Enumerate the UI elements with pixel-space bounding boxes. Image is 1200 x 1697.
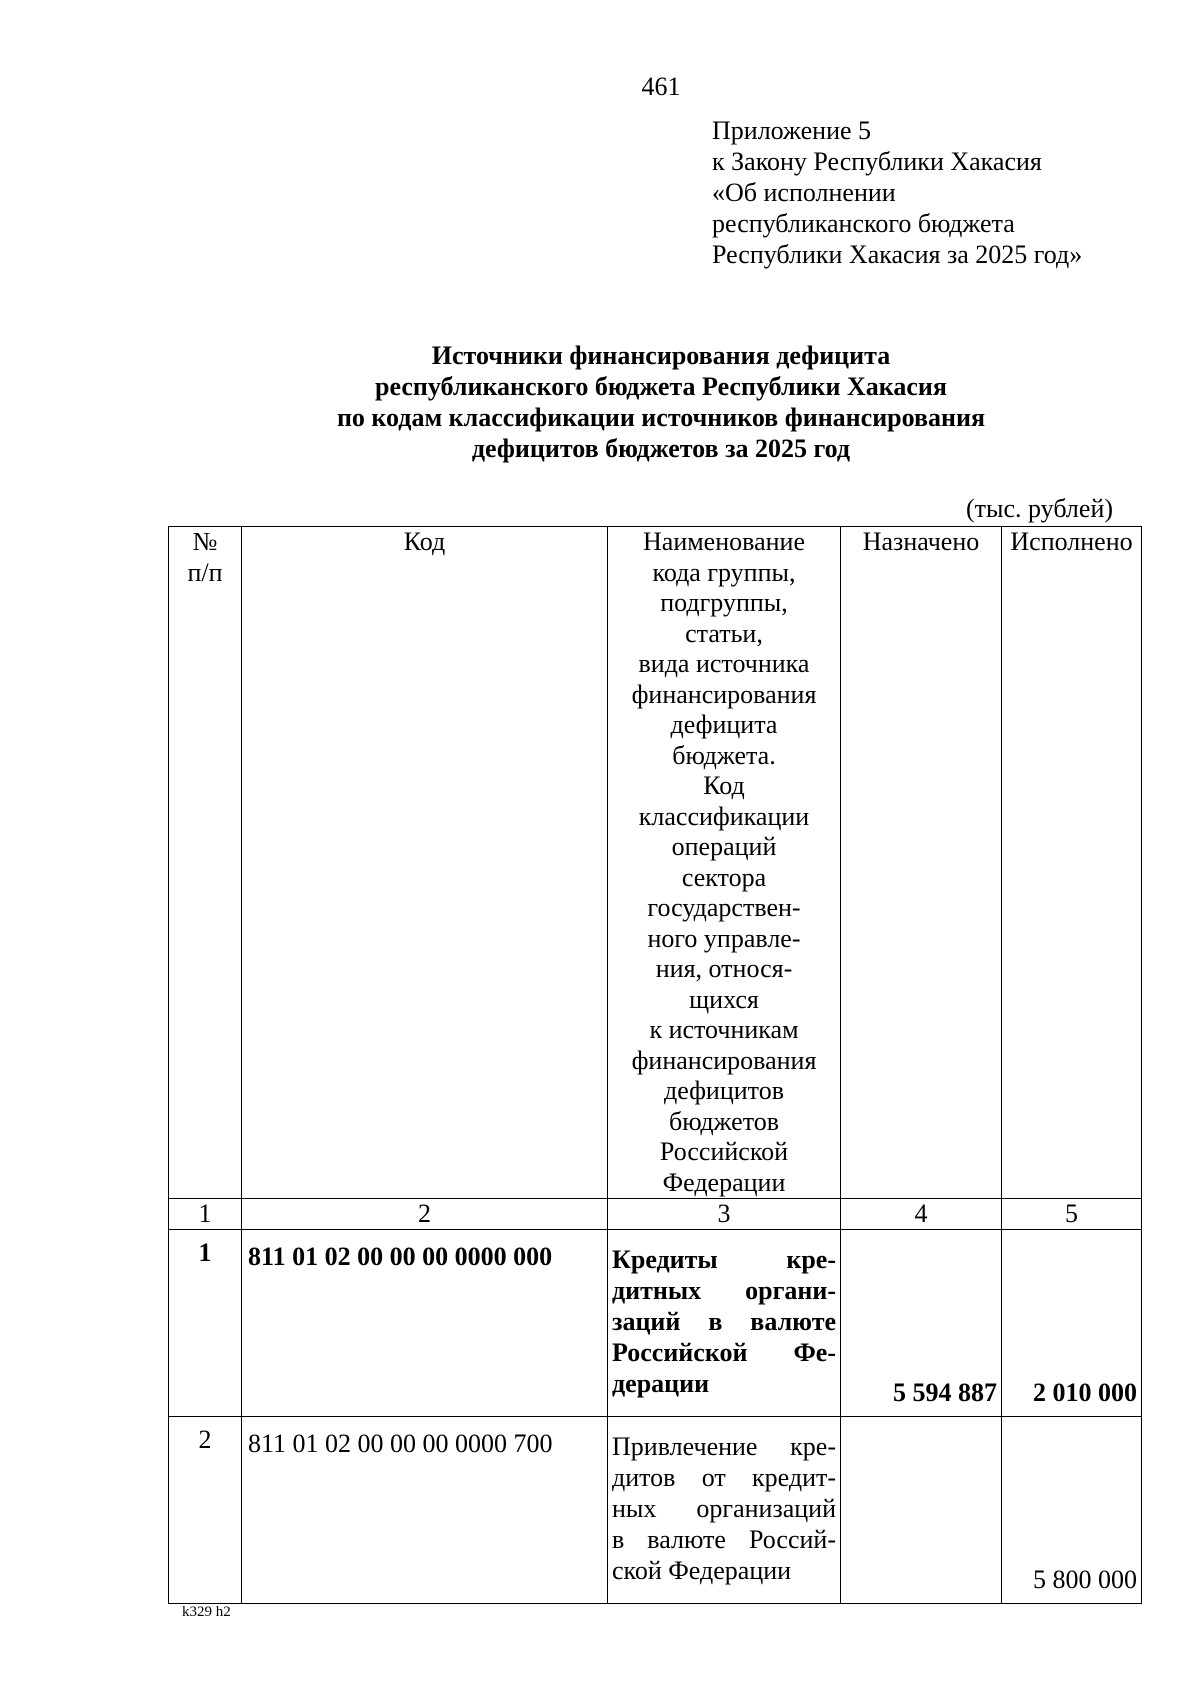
- header-assigned: Назначено: [841, 527, 1002, 1199]
- appendix-line: Приложение 5: [712, 116, 872, 145]
- row-name-line: дитных органи-: [612, 1276, 836, 1305]
- row-name-line: ных организаций: [612, 1494, 836, 1523]
- header-name-line: операций: [671, 832, 777, 861]
- table-row: [169, 1230, 1142, 1417]
- header-name-line: Российской: [659, 1137, 789, 1166]
- row-executed: 5 800 000: [1002, 1417, 1142, 1604]
- appendix-line: к Закону Республики Хакасия: [712, 147, 1042, 176]
- header-name-line: бюджета.: [672, 740, 776, 770]
- column-number: 4: [841, 1199, 1002, 1230]
- document-title: [0, 340, 1200, 464]
- column-number: 5: [1002, 1199, 1142, 1230]
- header-num-line: п/п: [187, 557, 223, 587]
- row-assigned: 5 594 887: [841, 1230, 1002, 1417]
- row-num: 1: [169, 1230, 242, 1417]
- header-name-line: ного управле-: [647, 923, 801, 953]
- row-executed: 2 010 000: [1002, 1230, 1142, 1417]
- deficit-sources-table: [168, 526, 1142, 1604]
- column-number: 2: [242, 1199, 608, 1230]
- header-name: [608, 527, 841, 1199]
- appendix-line: Республики Хакасия за 2025 год»: [712, 240, 1083, 269]
- title-line: Источники финансирования дефицита: [431, 341, 891, 370]
- header-name-line: вида источника: [638, 649, 810, 678]
- row-code: 811 01 02 00 00 00 0000 700: [242, 1417, 608, 1604]
- row-name-line: Кредиты кре-: [612, 1245, 836, 1274]
- row-code: 811 01 02 00 00 00 0000 000: [242, 1230, 608, 1417]
- row-name-line: заций в валюте: [612, 1307, 836, 1336]
- row-name-line: дерации: [612, 1369, 710, 1398]
- appendix-note: [712, 115, 1082, 270]
- table-header-row: [169, 527, 1142, 1199]
- header-name-line: дефицитов: [664, 1076, 784, 1105]
- header-name-line: финансирования: [631, 1045, 817, 1075]
- title-line: дефицитов бюджетов за 2025 год: [471, 434, 851, 463]
- header-name-line: классификации: [638, 801, 810, 831]
- header-name-line: щихся: [689, 984, 759, 1014]
- header-name-line: Наименование: [643, 527, 805, 556]
- title-line: по кодам классификации источников финансирования: [336, 403, 986, 432]
- header-num: [169, 527, 242, 1199]
- header-executed: Исполнено: [1002, 527, 1142, 1199]
- header-name-line: кода группы,: [652, 557, 796, 587]
- row-name-line: Российской Фе-: [612, 1338, 836, 1367]
- row-assigned: [841, 1417, 1002, 1604]
- row-name-line: дитов от кредит-: [612, 1463, 836, 1492]
- header-name-line: подгруппы,: [660, 588, 788, 617]
- header-name-line: ния, относя-: [655, 954, 793, 983]
- header-name-line: статьи,: [685, 618, 763, 648]
- header-name-line: к источникам: [649, 1015, 799, 1044]
- title-line: республиканского бюджета Республики Хакасия: [375, 372, 947, 401]
- column-number: 3: [608, 1199, 841, 1230]
- header-name-line: сектора: [681, 862, 767, 892]
- table-row: [169, 1417, 1142, 1604]
- row-name-line: Привлечение кре-: [612, 1432, 836, 1461]
- header-code: Код: [242, 527, 608, 1199]
- header-name-line: государствен-: [647, 893, 801, 922]
- header-name-line: Федерации: [662, 1167, 786, 1197]
- column-number: 1: [169, 1199, 242, 1230]
- row-num: 2: [169, 1417, 242, 1604]
- row-name: [608, 1417, 841, 1604]
- row-name-line: в валюте Россий-: [612, 1525, 836, 1554]
- row-name: [608, 1230, 841, 1417]
- header-name-line: дефицита: [670, 710, 778, 739]
- header-num-line: №: [192, 527, 218, 556]
- footer-code: k329 h2: [182, 1604, 231, 1620]
- units-label: (тыс. рублей): [966, 494, 1114, 523]
- page-number: 461: [641, 72, 681, 101]
- header-name-line: финансирования: [631, 679, 817, 709]
- row-name-line: ской Федерации: [612, 1556, 792, 1585]
- header-name-line: бюджетов: [668, 1106, 780, 1136]
- header-name-line: Код: [703, 771, 745, 800]
- appendix-line: «Об исполнении: [712, 178, 896, 207]
- appendix-line: республиканского бюджета: [712, 209, 1015, 238]
- column-numbers-row: [169, 1199, 1142, 1230]
